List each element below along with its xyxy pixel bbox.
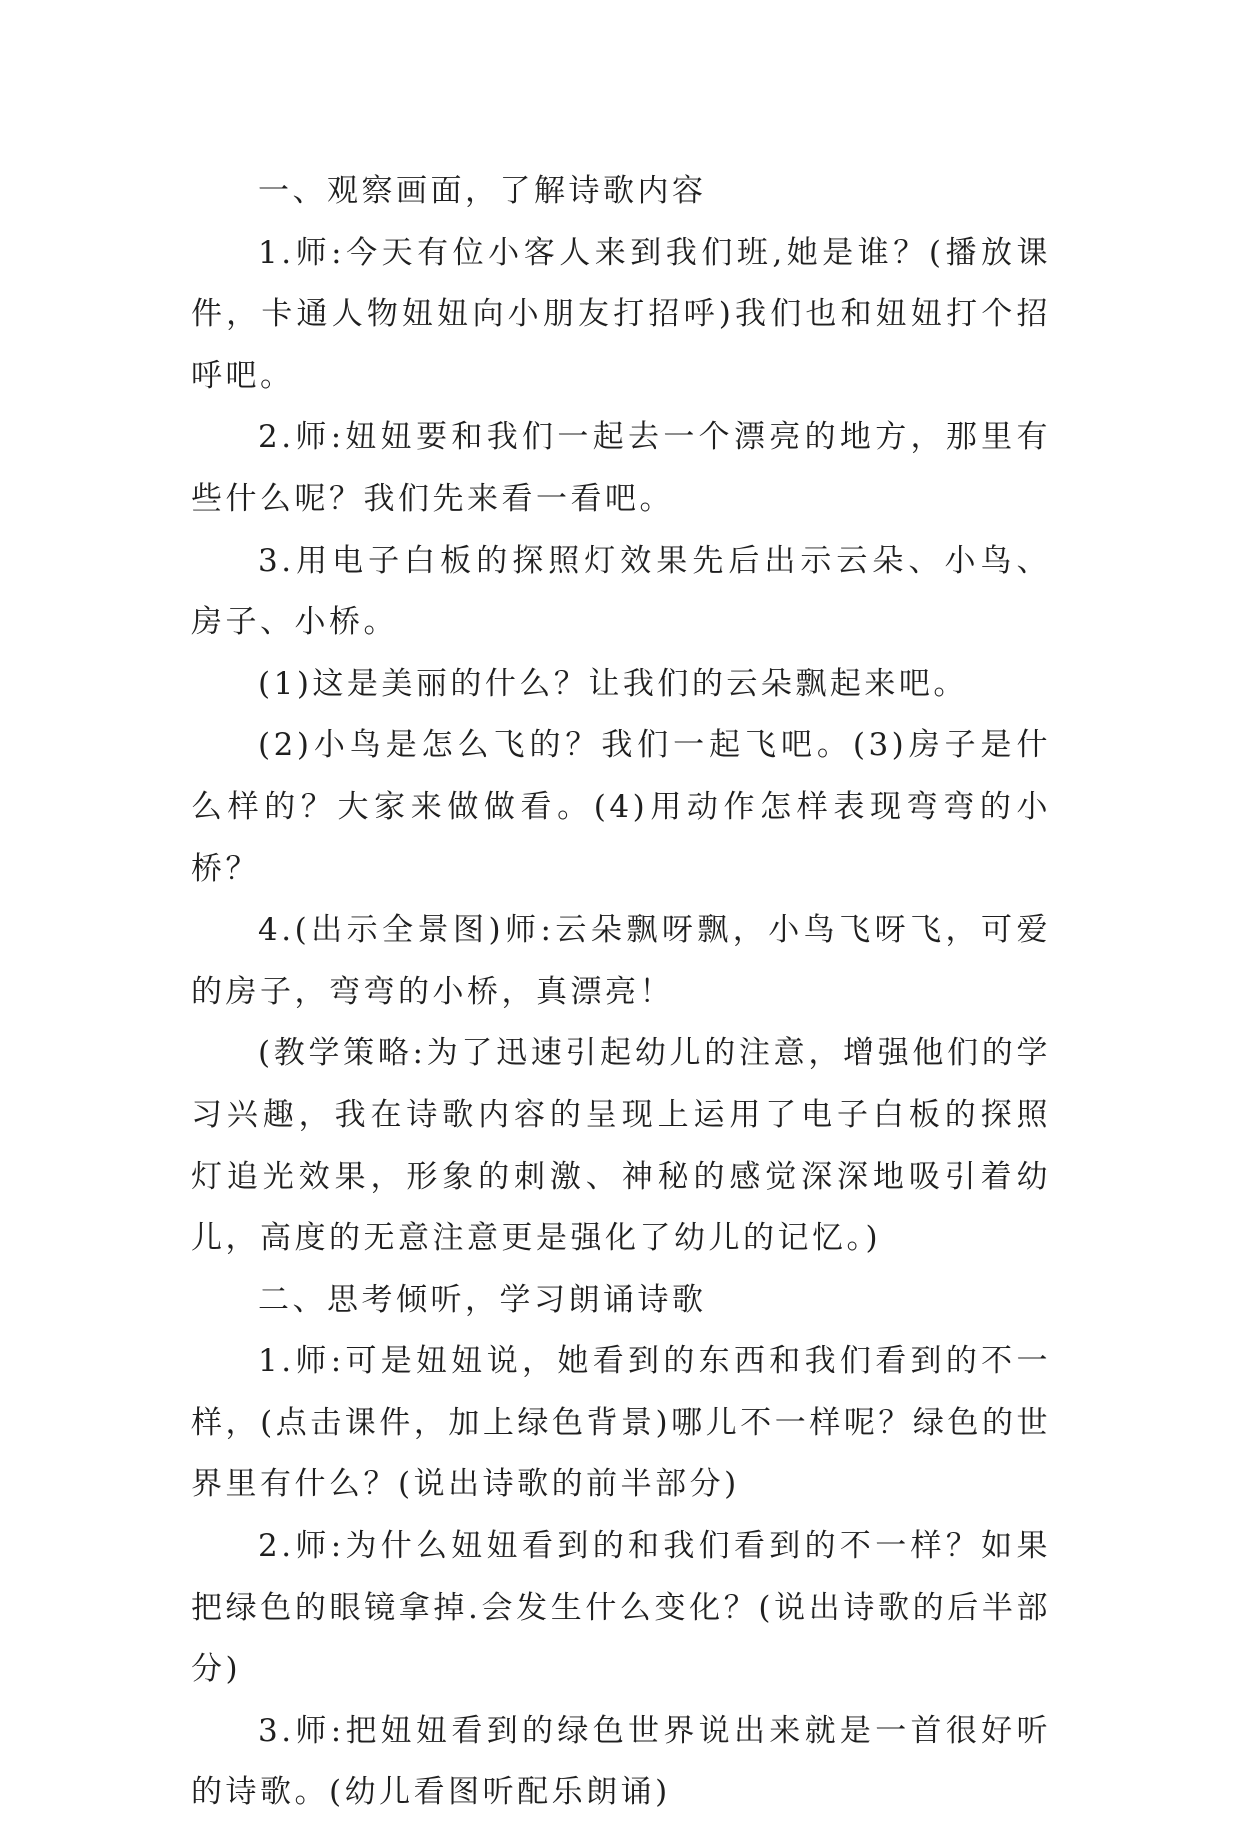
- paragraph: 2.师:妞妞要和我们一起去一个漂亮的地方，那里有些什么呢？我们先来看一看吧。: [191, 419, 1051, 517]
- paragraph: 1.师:今天有位小客人来到我们班,她是谁？(播放课件，卡通人物妞妞向小朋友打招呼)我们也和妞妞打个招呼吧。: [191, 234, 1051, 394]
- teaching-strategy-note: (教学策略:为了迅速引起幼儿的注意，增强他们的学习兴趣，我在诗歌内容的呈现上运用了电子白板的探照灯追光效果，形象的刺激、神秘的感觉深深地吸引着幼儿，高度的无意注意更是强化了幼儿的记忆。): [191, 1035, 1051, 1257]
- paragraph: 4.(出示全景图)师:云朵飘呀飘，小鸟飞呀飞，可爱的房子，弯弯的小桥，真漂亮！: [191, 912, 1051, 1010]
- paragraph: 2.师:为什么妞妞看到的和我们看到的不一样？如果把绿色的眼镜拿掉.会发生什么变化？(说出诗歌的后半部分): [191, 1528, 1051, 1688]
- paragraph: (2)小鸟是怎么飞的？我们一起飞吧。(3)房子是什么样的？大家来做做看。(4)用动作怎样表现弯弯的小桥？: [191, 727, 1051, 887]
- section-heading-1: 一、观察画面，了解诗歌内容: [258, 173, 707, 209]
- paragraph: 3.师:把妞妞看到的绿色世界说出来就是一首很好听的诗歌。(幼儿看图听配乐朗诵): [191, 1712, 1051, 1811]
- paragraph: 1.师:可是妞妞说，她看到的东西和我们看到的不一样，(点击课件，加上绿色背景)哪儿不一样呢？绿色的世界里有什么？(说出诗歌的前半部分): [191, 1343, 1051, 1503]
- section-heading-2: 二、思考倾听，学习朗诵诗歌: [258, 1281, 707, 1318]
- paragraph: (1)这是美丽的什么？让我们的云朵飘起来吧。: [258, 665, 968, 702]
- paragraph: 3.用电子白板的探照灯效果先后出示云朵、小鸟、房子、小桥。: [191, 542, 1051, 641]
- document-body: [191, 161, 1051, 1824]
